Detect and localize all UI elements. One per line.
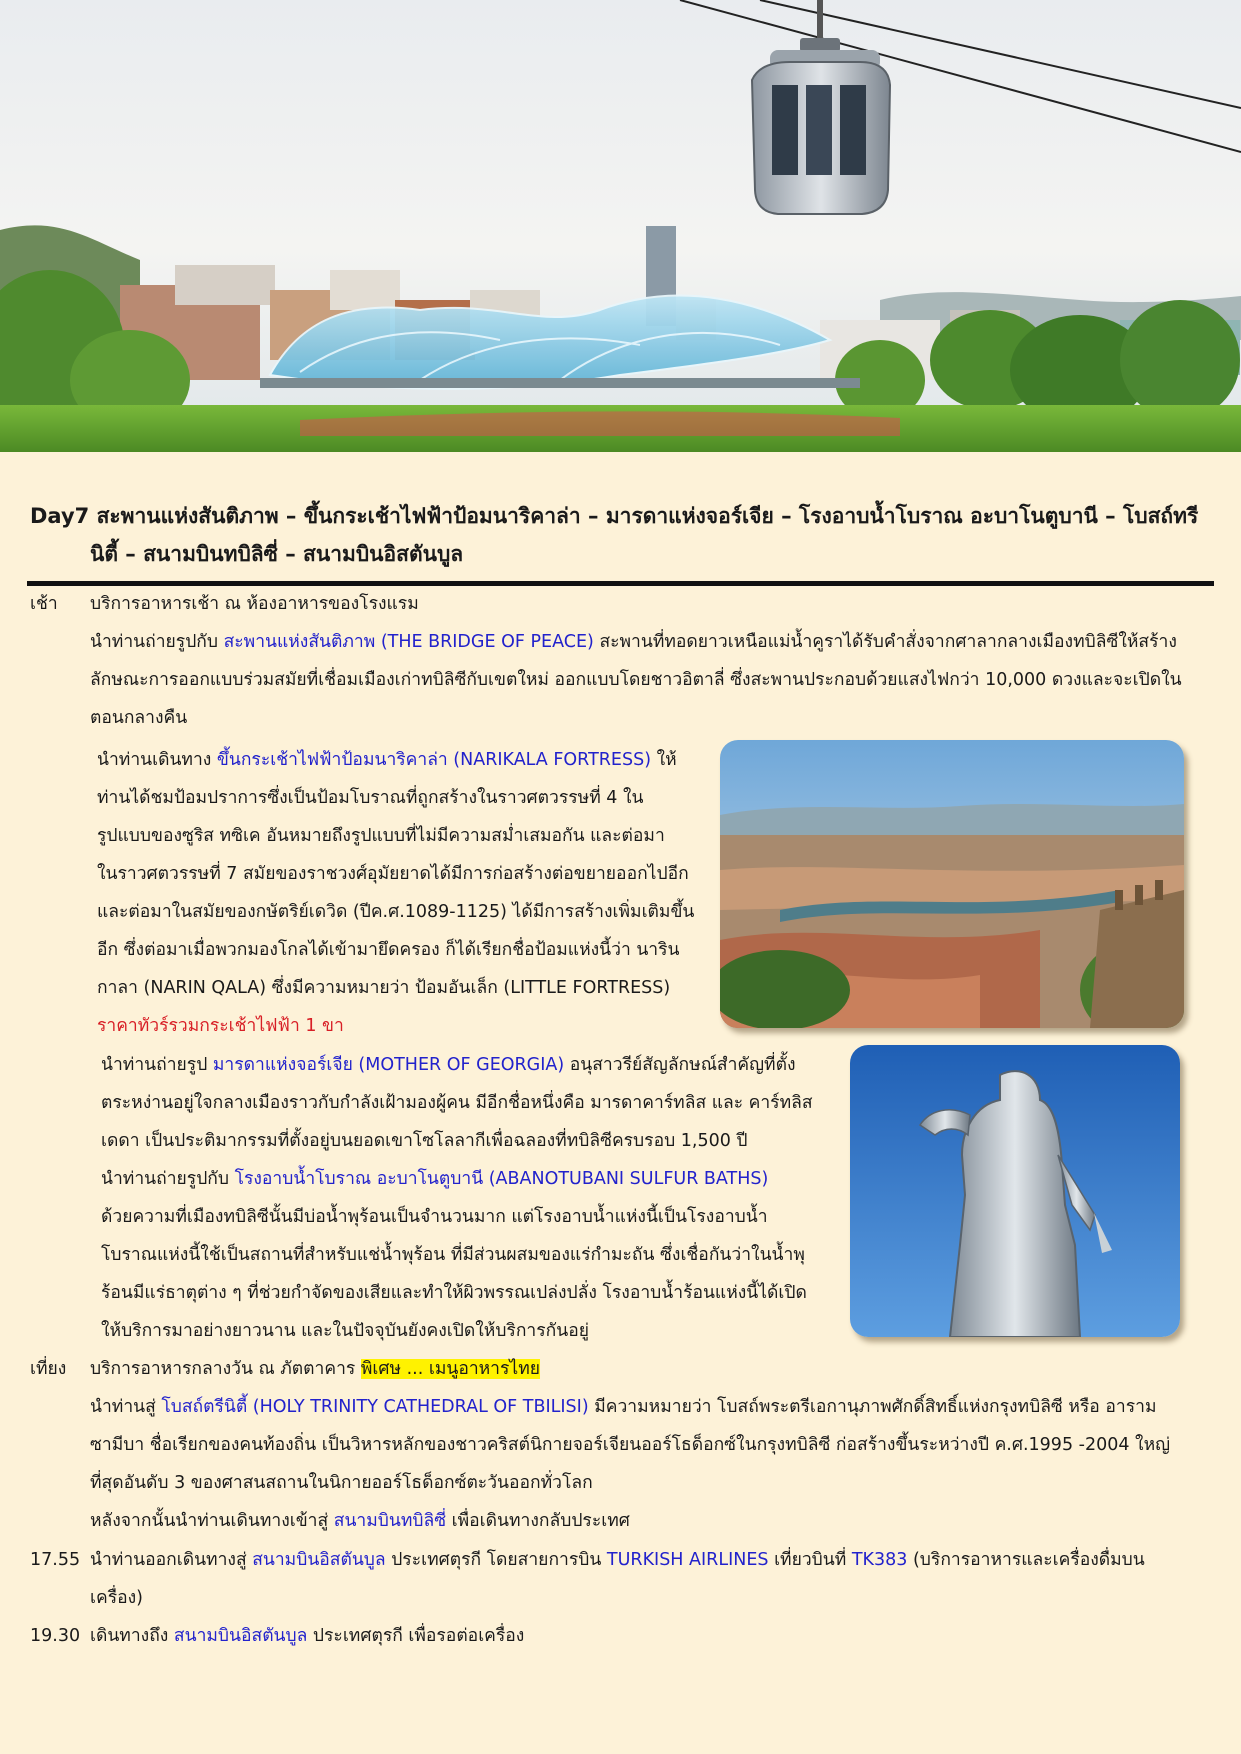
bridge-name: สะพานแห่งสันติภาพ (THE BRIDGE OF PEACE) bbox=[223, 632, 594, 652]
flight-service-note: (บริการอาหารและเครื่องดื่มบน bbox=[907, 1550, 1145, 1570]
sulfur-baths-paragraph bbox=[101, 1160, 828, 1350]
arrival-line-end: ประเทศตุรกี เพื่อรอต่อเครื่อง bbox=[307, 1626, 525, 1646]
mother-of-georgia-paragraph bbox=[101, 1046, 828, 1160]
hero-photo-bridge-of-peace bbox=[0, 0, 1241, 452]
bridge-paragraph bbox=[90, 623, 1212, 737]
bath-line2: ด้วยความที่เมืองทบิลิซีนั้นมีบ่อน้ำพุร้อนเป็นจำนวนมาก แต่โรงอาบน้ำแห่งนี้เป็นโรงอาบน้ำ bbox=[101, 1207, 768, 1227]
church-intro: นำท่านสู่ bbox=[90, 1397, 162, 1417]
narikala-line2: ท่านได้ชมป้อมปราการซึ่งเป็นป้อมโบราณที่ถูกสร้างในราวศตวรรษที่ 4 ใน bbox=[97, 788, 644, 808]
tbilisi-airport-name: สนามบินทบิลิซี่ bbox=[333, 1511, 447, 1531]
mother-line1-end: อนุสาวรีย์สัญลักษณ์สำคัญที่ตั้ง bbox=[564, 1055, 796, 1075]
bath-name: โรงอาบน้ำโบราณ อะบาโนตูบานี (ABANOTUBANI SULFUR BATHS) bbox=[234, 1169, 769, 1189]
church-line3: ที่สุดอันดับ 3 ของศาสนสถานในนิกายออร์โธด็อกซ์ตะวันออกทั่วโลก bbox=[90, 1473, 593, 1493]
flight-mid-text: ประเทศตุรกี โดยสายการบิน bbox=[385, 1550, 607, 1570]
mother-of-georgia-photo bbox=[850, 1045, 1180, 1337]
airport-line-end: เพื่อเดินทางกลับประเทศ bbox=[446, 1511, 630, 1531]
church-name: โบสถ์ตรีนิตี้ (HOLY TRINITY CATHEDRAL OF TBILISI) bbox=[161, 1397, 589, 1417]
narikala-line3: รูปแบบของซูริส ทซิเค อันหมายถึงรูปแบบที่ไม่มีความสม่ำเสมอกัน และต่อมา bbox=[97, 826, 665, 846]
bridge-line1: สะพานที่ทอดยาวเหนือแม่น้ำคูราได้รับคำสั่งจากศาลากลางเมืองทบิลิซีให้สร้าง bbox=[593, 632, 1177, 652]
cable-car-price-note: ราคาทัวร์รวมกระเช้าไฟฟ้า 1 ขา bbox=[97, 1016, 344, 1036]
narikala-line6: อีก ซึ่งต่อมาเมื่อพวกมองโกลได้เข้ามายึดครอง ก็ได้เรียกชื่อป้อมแห่งนี้ว่า นาริน bbox=[97, 940, 680, 960]
bath-intro: นำท่านถ่ายรูปกับ bbox=[101, 1169, 235, 1189]
flight-number-label: เที่ยวบินที่ bbox=[768, 1550, 852, 1570]
istanbul-airport-name: สนามบินอิสตันบูล bbox=[252, 1550, 386, 1570]
mother-name: มารดาแห่งจอร์เจีย (MOTHER OF GEORGIA) bbox=[212, 1055, 565, 1075]
mother-line3: เดดา เป็นประติมากรรมที่ตั้งอยู่บนยอดเขาโซโลลากีเพื่อฉลองที่ทบิลิซีครบรอบ 1,500 ปี bbox=[101, 1131, 748, 1151]
bath-line4: ร้อนมีแร่ธาตุต่าง ๆ ที่ช่วยกำจัดของเสียและทำให้ผิวพรรณเปล่งปลั่ง โรงอาบน้ำร้อนแห่งนี้ได้เปิด bbox=[101, 1283, 807, 1303]
flight-intro: นำท่านออกเดินทางสู่ bbox=[90, 1550, 253, 1570]
narikala-line4: ในราวศตวรรษที่ 7 สมัยของราชวงศ์อุมัยยาดได้มีการก่อสร้างต่อขยายออกไปอีก bbox=[97, 864, 689, 884]
bath-line5: ให้บริการมาอย่างยาวนาน และในปัจจุบันยังคงเปิดให้บริการกันอยู่ bbox=[101, 1321, 589, 1341]
church-line2: ซามีบา ชื่อเรียกของคนท้องถิ่น เป็นวิหารหลักของชาวคริสต์นิกายจอร์เจียนออร์โธด็อกซ์ในกรุงทบิลิซี ก่อสร้างขึ้นระหว่างปี ค.ศ.1995 -2004 ใหญ่ bbox=[90, 1435, 1171, 1455]
day-title-line1: Day7 สะพานแห่งสันติภาพ – ขึ้นกระเช้าไฟฟ้าป้อมนาริคาล่า – มารดาแห่งจอร์เจีย – โรงอาบน้ำโบราณ อะบาโนตูบานี – โบสถ์ทรี bbox=[30, 504, 1199, 528]
time-1755: 17.55 bbox=[30, 1550, 81, 1570]
lunch-special-highlight: พิเศษ ... เมนูอาหารไทย bbox=[360, 1359, 541, 1379]
lunch-text: บริการอาหารกลางวัน ณ ภัตตาคาร bbox=[90, 1359, 361, 1379]
day-title-line2: นิตี้ – สนามบินทบิลิซี่ – สนามบินอิสตันบูล bbox=[90, 542, 464, 566]
breakfast-text: บริการอาหารเช้า ณ ห้องอาหารของโรงแรม bbox=[90, 594, 419, 614]
mother-line2: ตระหง่านอยู่ใจกลางเมืองราวกับกำลังเฝ้ามองผู้คน มีอีกชื่อหนึ่งคือ มารดาคาร์ทลิส และ คาร์ทลิส bbox=[101, 1093, 813, 1113]
narikala-name: ขึ้นกระเช้าไฟฟ้าป้อมนาริคาล่า (NARIKALA FORTRESS) bbox=[216, 750, 652, 770]
time-1930: 19.30 bbox=[30, 1626, 81, 1646]
narikala-line7: กาลา (NARIN QALA) ซึ่งมีความหมายว่า ป้อมอันเล็ก (LITTLE FORTRESS) bbox=[97, 978, 671, 998]
bridge-intro: นำท่านถ่ายรูปกับ bbox=[90, 632, 224, 652]
narikala-paragraph bbox=[97, 741, 697, 1045]
time-morning: เช้า bbox=[30, 594, 58, 614]
church-line1-end: มีความหมายว่า โบสถ์พระตรีเอกานุภาพศักดิ์สิทธิ์แห่งกรุงทบิลิซี หรือ อาราม bbox=[588, 1397, 1157, 1417]
holy-trinity-paragraph bbox=[90, 1388, 1212, 1540]
arrival-airport-name: สนามบินอิสตันบูล bbox=[173, 1626, 308, 1646]
airline-name: TURKISH AIRLINES bbox=[606, 1550, 769, 1570]
flight-number: TK383 bbox=[851, 1550, 908, 1570]
narikala-line5: และต่อมาในสมัยของกษัตริย์เดวิด (ปีค.ศ.1089-1125) ได้มีการสร้างเพิ่มเติมขึ้น bbox=[97, 902, 695, 922]
bath-line3: โบราณแห่งนี้ใช้เป็นสถานที่สำหรับแช่น้ำพุร้อน ที่มีส่วนผสมของแร่กำมะถัน ซึ่งเชื่อกันว่าในน้ำพุ bbox=[101, 1245, 805, 1265]
airport-intro: หลังจากนั้นนำท่านเดินทางเข้าสู่ bbox=[90, 1511, 334, 1531]
bridge-line3: ตอนกลางคืน bbox=[90, 708, 188, 728]
mother-intro: นำท่านถ่ายรูป bbox=[101, 1055, 213, 1075]
narikala-line1-end: ให้ bbox=[651, 750, 677, 770]
bridge-line2: ลักษณะการออกแบบร่วมสมัยที่เชื่อมเมืองเก่าทบิลิซีกับเขตใหม่ ออกแบบโดยชาวอิตาลี่ ซึ่งสะพานประกอบด้วยแสงไฟกว่า 10,000 ดวงและจะเปิดใน bbox=[90, 670, 1182, 690]
narikala-panorama-photo bbox=[720, 740, 1184, 1028]
narikala-intro: นำท่านเดินทาง bbox=[97, 750, 217, 770]
flight-line2: เครื่อง) bbox=[90, 1588, 143, 1608]
time-noon: เที่ยง bbox=[30, 1359, 67, 1379]
arrival-intro: เดินทางถึง bbox=[90, 1626, 174, 1646]
day-title bbox=[30, 497, 1210, 573]
